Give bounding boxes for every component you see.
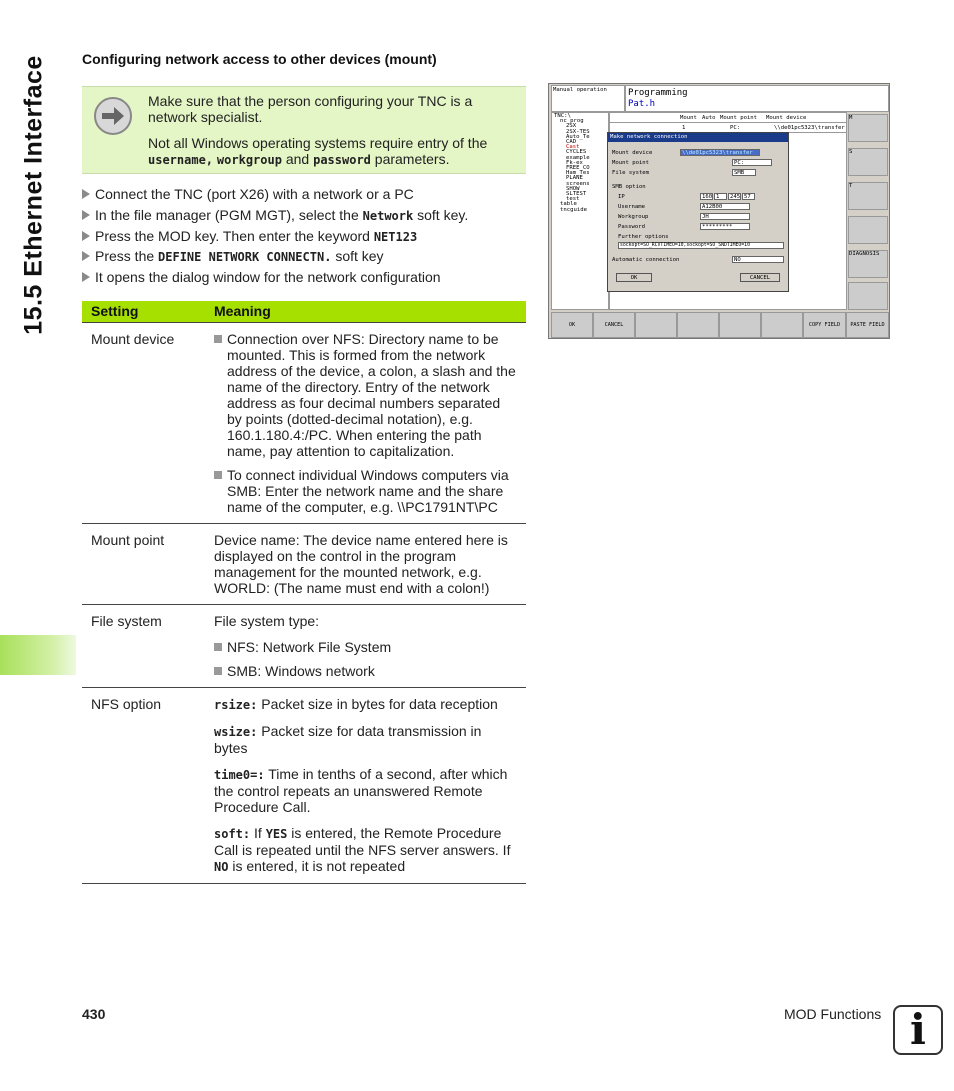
further-options-field[interactable]: sockopt=SO_RCVTIMEO=10,sockopt=SO_SNDTIMEO=10: [618, 242, 784, 249]
steps-list: [82, 186, 526, 290]
program-header: Programming Pat.h: [625, 85, 889, 112]
list-item: To connect individual Windows computers via SMB: Enter the network name and the share name of the computer, e.g. \\PC1791NT\PC: [214, 467, 516, 515]
side-softkey[interactable]: S: [848, 148, 888, 176]
table-header: [82, 301, 526, 323]
step-item: In the file manager (PGM MGT), select the Network soft key.: [82, 207, 526, 228]
dialog-ok-button[interactable]: OK: [616, 273, 652, 282]
side-softkey[interactable]: [848, 282, 888, 310]
triangle-bullet-icon: [82, 210, 90, 220]
tree-item: screens: [566, 180, 590, 187]
table-row: File system File system type: NFS: Network File System SMB: Windows network: [82, 605, 526, 688]
note-paragraph-1: Make sure that the person configuring your TNC is a network specialist.: [148, 93, 473, 125]
step-item: Connect the TNC (port X26) with a network or a PC: [82, 186, 526, 207]
softkey-cancel[interactable]: CANCEL: [593, 312, 635, 338]
directory-tree: [551, 112, 609, 310]
settings-table: [82, 301, 526, 884]
step-item: Press the MOD key. Then enter the keyword NET123: [82, 228, 526, 249]
tree-item: Ham_Tes: [566, 170, 590, 177]
triangle-bullet-icon: [82, 251, 90, 261]
file-system-select[interactable]: SMB: [732, 169, 756, 176]
list-item: SMB: Windows network: [214, 663, 516, 679]
tree-item: 2SX: [566, 123, 577, 130]
softkey-empty[interactable]: [677, 312, 719, 338]
triangle-bullet-icon: [82, 231, 90, 241]
mount-list: Mount Auto Mount point Mount device 1 PC: \\de01pc5323\transfer: [609, 112, 847, 310]
table-row[interactable]: 1 PC: \\de01pc5323\transfer: [610, 123, 846, 133]
softkey-ok[interactable]: OK: [551, 312, 593, 338]
tree-item: table: [560, 201, 577, 208]
softkey-empty[interactable]: [761, 312, 803, 338]
softkey-empty[interactable]: [635, 312, 677, 338]
chapter-side-title: 15.5 Ethernet Interface: [19, 55, 48, 335]
tree-item: CAD: [566, 139, 577, 146]
workgroup-field[interactable]: JH: [700, 213, 750, 220]
tree-item: Auto_Te: [566, 133, 590, 140]
list-item: NFS: Network File System: [214, 639, 516, 655]
note-box: [82, 86, 526, 174]
header-setting: Setting: [91, 303, 139, 319]
network-dialog: Make network connection Mount device \\de01pc5323\transfer Mount point PC: File system SMB SMB option IP 160 1 245 57 Username A12B00 Workgroup JH Password ********* Further options sockopt=SO_RCVTIMEO=10,sockopt=SO_SNDTIMEO=10 Automatic connection NO OK CANCEL: [607, 132, 789, 292]
note-text: [148, 93, 518, 178]
side-softkey[interactable]: M: [848, 114, 888, 142]
dialog-title: Make network connection: [608, 133, 788, 142]
side-softkey[interactable]: T: [848, 182, 888, 210]
page-number: 430: [82, 1006, 106, 1022]
step-item: Press the DEFINE NETWORK CONNECTN. soft key: [82, 248, 526, 269]
tree-item: CYCLES: [566, 149, 587, 156]
footer-section-title: MOD Functions: [784, 1006, 882, 1022]
tree-item: example: [566, 154, 590, 161]
table-row: Mount point Device name: The device name entered here is displayed on the control in the program management for the mounted network, e.g. WORLD: (The name must end with a colon!): [82, 524, 526, 605]
softkey-empty[interactable]: [719, 312, 761, 338]
triangle-bullet-icon: [82, 189, 90, 199]
step-item: It opens the dialog window for the network configuration: [82, 269, 526, 290]
side-softkey[interactable]: [848, 216, 888, 244]
tree-item: Cast: [566, 144, 580, 151]
tree-item: tncguide: [560, 206, 587, 213]
softkey-row: [551, 312, 889, 338]
chapter-color-tab: [0, 635, 76, 675]
password-field[interactable]: *********: [700, 223, 750, 230]
softkey-copy-field[interactable]: COPY FIELD: [803, 312, 846, 338]
tree-item: nc_prog: [560, 118, 584, 125]
operating-mode: Manual operation: [551, 85, 625, 112]
arrow-right-icon: [94, 97, 132, 135]
tnc-screenshot: [548, 83, 890, 339]
ip-field[interactable]: 57: [742, 193, 755, 200]
ip-field[interactable]: 160: [702, 194, 713, 200]
mount-point-field[interactable]: PC:: [732, 159, 772, 166]
tree-item: FREE_CO: [566, 165, 590, 172]
table-row: NFS option rsize: Packet size in bytes for data reception wsize: Packet size for data transmission in bytes time0=: Time in tenths of a second, after which the control repeats an unanswered Remote Procedure Call. soft: If YES is entered, the Remote Procedure Call is repeated until the NFS server answers. If NO is entered, it is not repeated: [82, 688, 526, 884]
side-softkey[interactable]: DIAGNOSIS: [848, 250, 888, 278]
list-item: Connection over NFS: Directory name to be mounted. This is formed from the network address of the device, a colon, a slash and the name of the directory. Entry of the network address as four decimal numbers separated by points (dotted-decimal notation), e.g. 160.1.180.4:/PC. When entering the path name, pay attention to capitalization.: [214, 331, 516, 459]
tree-item: test: [566, 196, 580, 203]
info-icon: i: [893, 1005, 943, 1055]
tree-item: TNC:\: [554, 113, 571, 119]
tree-item: PLANE: [566, 175, 583, 182]
mount-device-field[interactable]: \\de01pc5323\transfer: [680, 149, 760, 156]
header-meaning: Meaning: [214, 303, 271, 319]
vertical-softkeys: [847, 112, 889, 310]
username-field[interactable]: A12B00: [700, 203, 750, 210]
note-paragraph-2: Not all Windows operating systems require entry of the username, workgroup and password parameters.: [148, 135, 488, 167]
dialog-cancel-button[interactable]: CANCEL: [740, 273, 780, 282]
table-row: Mount device Connection over NFS: Directory name to be mounted. This is formed from the network address of the device, a colon, a slash and the name of the directory. Entry of the network address as four decimal numbers separated by points (dotted-decimal notation), e.g. 160.1.180.4:/PC. When entering the path name, pay attention to capitalization. To connect individual Windows computers via SMB: Enter the network name and the share name of the computer, e.g. \\PC1791NT\PC: [82, 323, 526, 524]
section-heading: Configuring network access to other devices (mount): [82, 51, 437, 67]
softkey-paste-field[interactable]: PASTE FIELD: [846, 312, 889, 338]
auto-connection-select[interactable]: NO: [732, 256, 784, 263]
ip-field[interactable]: 245: [730, 194, 741, 200]
tree-item: 2SX-TES: [566, 128, 590, 135]
tree-item: SHOW: [566, 185, 580, 192]
triangle-bullet-icon: [82, 272, 90, 282]
tree-item: SLTEST: [566, 191, 587, 198]
tree-item: Fk-ex: [566, 159, 583, 166]
ip-field[interactable]: 1: [714, 193, 727, 200]
